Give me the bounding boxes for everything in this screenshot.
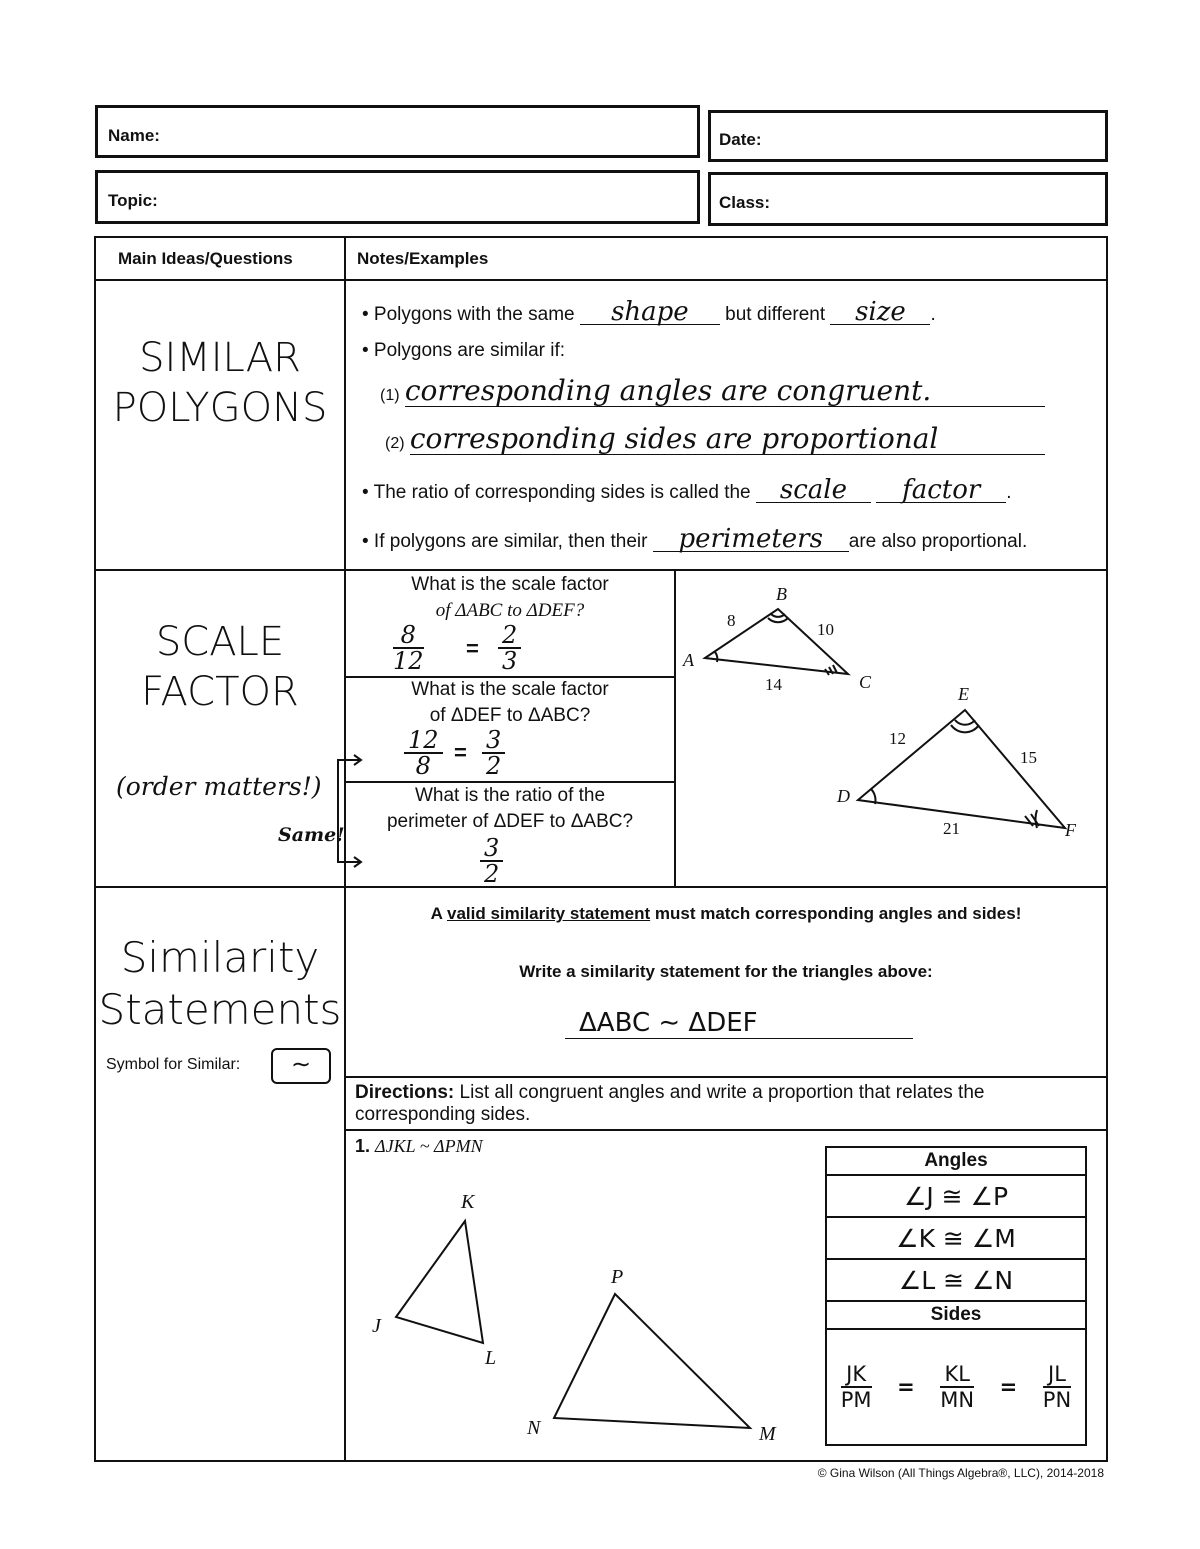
side-ratio: $\frac{JL}{PN}$ xyxy=(1042,1362,1072,1412)
triangles-abc-def xyxy=(675,570,1107,887)
side-ef: 15 xyxy=(1020,748,1037,767)
bullet-same-shape: • Polygons with the same shape but different size . xyxy=(362,297,936,327)
name-label: Name: xyxy=(108,126,160,145)
scale-q2-frac1: $\frac{12}{8}$ xyxy=(404,728,443,778)
vertex-j: J xyxy=(372,1315,381,1337)
angles-header: Angles xyxy=(826,1147,1086,1175)
scale-q1-equals: = xyxy=(466,636,479,661)
angle-row: ∠L ≅ ∠N xyxy=(826,1259,1086,1301)
blank-scale: scale xyxy=(756,478,871,503)
triangle-jkl xyxy=(396,1221,483,1343)
bullet-similar-if: • Polygons are similar if: xyxy=(362,340,566,361)
blank-perimeters: perimeters xyxy=(653,527,849,552)
side-df: 21 xyxy=(943,819,960,838)
angle-row: ∠K ≅ ∠M xyxy=(826,1217,1086,1259)
title-line: FACTOR xyxy=(141,669,299,715)
scale-q2: What is the scale factor of ΔDEF to ΔABC? xyxy=(411,679,609,726)
sides-header: Sides xyxy=(826,1301,1086,1329)
bullet-scale-factor: • The ratio of corresponding sides is called the scale factor . xyxy=(362,475,1012,505)
side-ratio: $\frac{KL}{MN}$ xyxy=(940,1362,975,1412)
title-line: POLYGONS xyxy=(112,385,328,431)
title-line: Statements xyxy=(98,985,342,1034)
symbol-box xyxy=(271,1048,331,1084)
same-note: Same! xyxy=(278,824,345,846)
triangle-def xyxy=(858,710,1065,828)
similarity-answer: ΔABC ∼ ΔDEF xyxy=(565,1008,913,1039)
blank-shape: shape xyxy=(580,300,720,325)
scale-q2-equals: = xyxy=(454,740,467,765)
col-header-notes: Notes/Examples xyxy=(357,249,489,268)
col-header-main-ideas: Main Ideas/Questions xyxy=(118,249,293,268)
condition-1: (1) corresponding angles are congruent. xyxy=(380,376,1045,407)
scale-q1: What is the scale factor of ΔABC to ΔDEF? xyxy=(411,574,609,621)
vertex-c: C xyxy=(859,672,872,692)
sides-equals: = xyxy=(897,1375,915,1399)
title-line: Similarity xyxy=(120,933,320,982)
angles-sides-table xyxy=(825,1146,1087,1446)
copyright: © Gina Wilson (All Things Algebra®, LLC), 2014-2018 xyxy=(817,1466,1104,1480)
sides-equals: = xyxy=(999,1375,1018,1399)
section-title-scale-factor xyxy=(95,617,345,717)
side-ab: 8 xyxy=(727,611,736,630)
vertex-e: E xyxy=(958,684,969,704)
problem-1: 1. ΔJKL ~ ΔPMN xyxy=(355,1136,483,1156)
write-prompt: Write a similarity statement for the triangles above: xyxy=(519,962,933,981)
topic-label: Topic: xyxy=(108,191,158,210)
triangle-pmn xyxy=(554,1294,750,1428)
vertex-l: L xyxy=(485,1347,497,1369)
condition-2-answer: corresponding sides are proportional xyxy=(410,424,1045,455)
date-label: Date: xyxy=(719,130,762,149)
vertex-d: D xyxy=(837,786,850,806)
scale-q1-frac2: $\frac{2}{3}$ xyxy=(498,623,521,673)
scale-q3: What is the ratio of the perimeter of ΔDEF to ΔABC? xyxy=(386,785,634,832)
similar-symbol: ∼ xyxy=(290,1051,312,1078)
scale-q3-frac: $\frac{3}{2}$ xyxy=(480,836,503,886)
bullet-perimeters: • If polygons are similar, then their perimeters are also proportional. xyxy=(362,524,1028,554)
condition-2: (2) corresponding sides are proportional xyxy=(385,424,1045,455)
sides-proportion xyxy=(826,1329,1086,1445)
scale-q1-frac1: $\frac{8}{12}$ xyxy=(393,621,424,675)
vertex-a: A xyxy=(683,650,694,670)
valid-statement-note: A valid similarity statement must match corresponding angles and sides! xyxy=(430,904,1022,923)
vertex-n: N xyxy=(527,1417,541,1439)
title-line: SIMILAR xyxy=(139,335,301,381)
blank-size: size xyxy=(830,300,930,325)
vertex-f: F xyxy=(1065,820,1076,840)
section-title-similarity xyxy=(95,932,345,1036)
side-de: 12 xyxy=(889,729,906,748)
condition-1-answer: corresponding angles are congruent. xyxy=(405,376,1045,407)
vertex-p: P xyxy=(611,1266,624,1288)
class-label: Class: xyxy=(719,193,771,212)
vertex-b: B xyxy=(776,584,787,604)
section-title-similar-polygons xyxy=(95,333,345,433)
scale-q2-frac2: $\frac{3}{2}$ xyxy=(482,728,505,778)
blank-factor: factor xyxy=(876,478,1006,503)
symbol-label: Symbol for Similar: xyxy=(106,1056,241,1073)
side-bc: 10 xyxy=(817,620,834,639)
directions: Directions: List all congruent angles and write a proportion that relates the corresponding sides. xyxy=(355,1082,985,1125)
vertex-m: M xyxy=(759,1423,776,1445)
vertex-k: K xyxy=(461,1191,475,1213)
title-line: SCALE xyxy=(155,619,285,665)
side-ratio: $\frac{JK}{PM}$ xyxy=(840,1362,872,1412)
side-ac: 14 xyxy=(765,675,782,694)
triangles-jkl-pmn xyxy=(345,1130,815,1460)
angle-row: ∠J ≅ ∠P xyxy=(826,1175,1086,1217)
order-matters-note: (order matters!) xyxy=(116,772,322,801)
